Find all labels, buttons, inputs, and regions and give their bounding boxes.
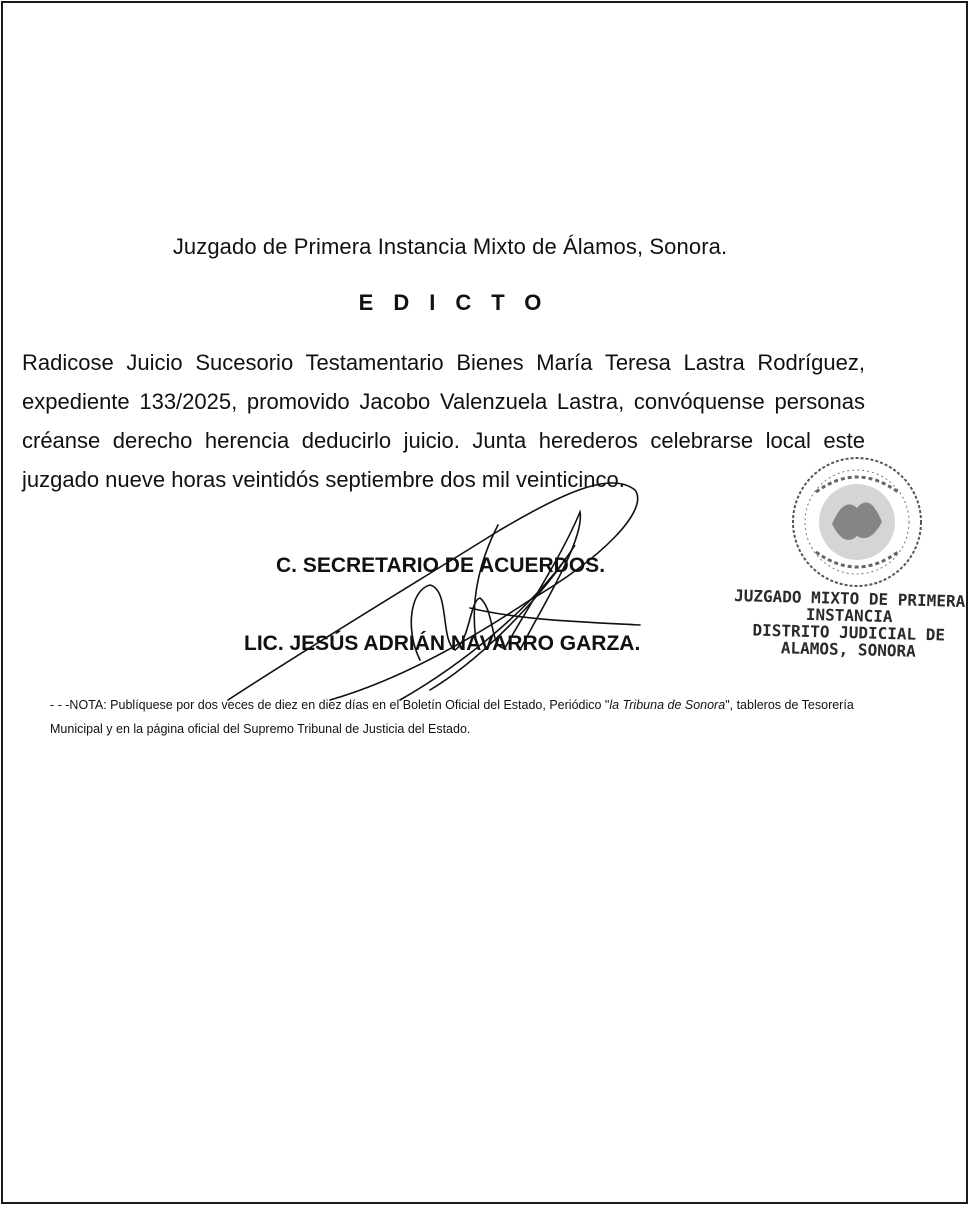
publication-note: - - -NOTA: Publíquese por dos veces de diez en diez días en el Boletín Oficial del Estado, Periódico "la Tribuna de Sonora", tableros de Tesorería Municipal y en la página oficial del Supremo Tribunal de Justicia del Estado. xyxy=(50,698,854,736)
official-seal-icon xyxy=(786,452,928,592)
stamp-line: ALAMOS, SONORA xyxy=(780,638,916,661)
stamp-line: INSTANCIA xyxy=(805,604,893,627)
note-newspaper: la Tribuna de Sonora xyxy=(609,698,726,712)
court-header: Juzgado de Primera Instancia Mixto de Álamos, Sonora. xyxy=(172,234,728,259)
secretary-name: LIC. JESÚS ADRIÁN NAVARRO GARZA. xyxy=(244,632,641,655)
stamp-line: DISTRITO JUDICIAL DE xyxy=(752,620,946,645)
court-stamp xyxy=(723,587,969,662)
note-prefix: - - -NOTA: Publíquese por dos veces de diez en diez días en el Boletín Oficial del Estado, Periódico xyxy=(50,698,605,712)
stamp-line: JUZGADO MIXTO DE PRIMERA xyxy=(733,585,966,612)
secretary-title: C. SECRETARIO DE ACUERDOS. xyxy=(276,554,606,577)
note-suffix: ", tableros de Tesorería Municipal y en la página oficial del Supremo Tribunal de Justicia del Estado. xyxy=(50,698,854,736)
document-title: EDICTO xyxy=(358,290,562,315)
edict-body: Radicose Juicio Sucesorio Testamentario Bienes María Teresa Lastra Rodríguez, expediente 133/2025, promovido Jacobo Valenzuela Lastra, convóquense personas créanse derecho herencia deducirlo juicio. Junta herederos celebrarse local este juzgado nueve horas veintidós septiembre dos mil veinticinco. xyxy=(22,350,865,492)
